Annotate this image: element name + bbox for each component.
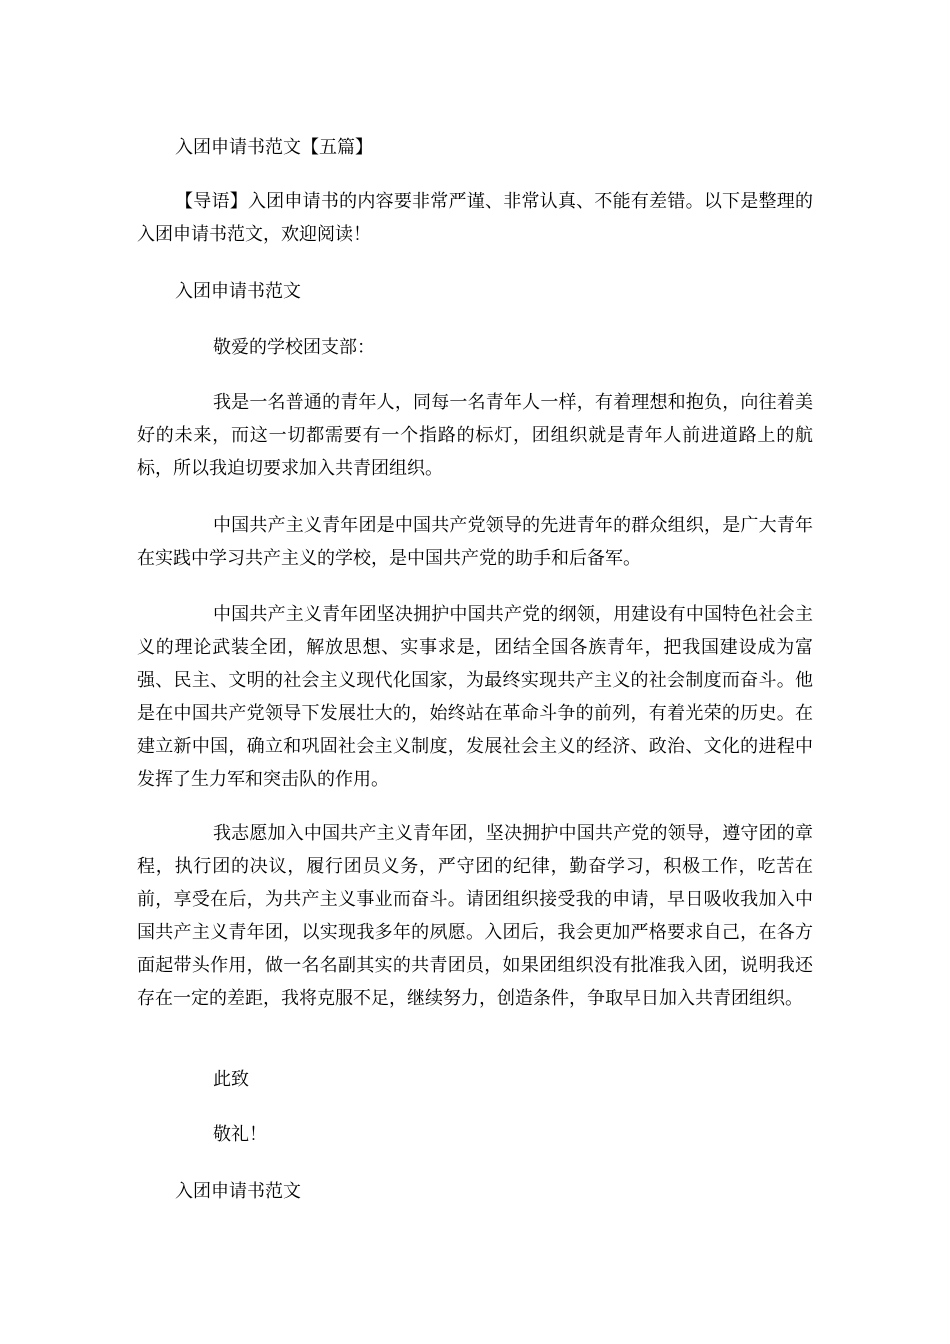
document-title: 入团申请书范文【五篇】 — [175, 137, 373, 158]
closing-1: 此致 — [213, 1069, 249, 1090]
section-heading-2: 入团申请书范文 — [175, 1181, 301, 1202]
body-paragraph-4: 我志愿加入中国共产主义青年团，坚决拥护中国共产党的领导，遵守团的章程，执行团的决议，履行团员义务，严守团的纪律，勤奋学习，积极工作，吃苦在前，享受在后，为共产主义事业而奋斗。请团组织接受我的申请，早日吸收我加入中国共产主义青年团，以实现我多年的夙愿。入团后，我会更加严格要求自己，在各方面起带头作用，做一名名副其实的共青团员，如果团组织没有批准我入团，说明我还存在一定的差距，我将克服不足，继续努力，创造条件，争取早日加入共青团组织。 — [137, 823, 813, 1009]
closing-2: 敬礼！ — [213, 1124, 267, 1145]
body-paragraph-2: 中国共产主义青年团是中国共产党领导的先进青年的群众组织，是广大青年在实践中学习共产主义的学校，是中国共产党的助手和后备军。 — [137, 515, 813, 569]
salutation: 敬爱的学校团支部： — [213, 337, 375, 358]
section-heading-1: 入团申请书范文 — [175, 281, 301, 302]
body-paragraph-3: 中国共产主义青年团坚决拥护中国共产党的纲领，用建设有中国特色社会主义的理论武装全团，解放思想、实事求是，团结全国各族青年，把我国建设成为富强、民主、文明的社会主义现代化国家，为最终实现共产主义的社会制度而奋斗。他是在中国共产党领导下发展壮大的，始终站在革命斗争的前列，有着光荣的历史。在建立新中国，确立和巩固社会主义制度，发展社会主义的经济、政治、文化的进程中发挥了生力军和突击队的作用。 — [137, 604, 813, 790]
intro-paragraph: 【导语】入团申请书的内容要非常严谨、非常认真、不能有差错。以下是整理的入团申请书范文，欢迎阅读！ — [137, 191, 813, 245]
body-paragraph-1: 我是一名普通的青年人，同每一名青年人一样，有着理想和抱负，向往着美好的未来，而这一切都需要有一个指路的标灯，团组织就是青年人前进道路上的航标，所以我迫切要求加入共青团组织。 — [137, 392, 813, 479]
